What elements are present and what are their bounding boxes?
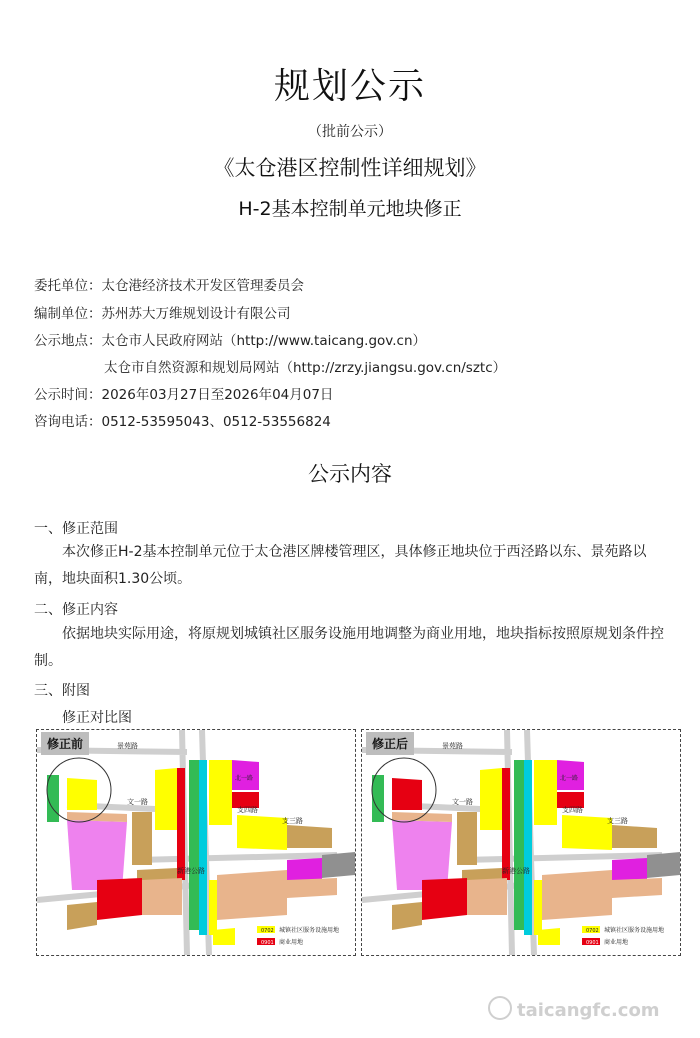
- page-subtitle: （批前公示）: [308, 124, 392, 140]
- content-text: 依据地块实际用途，将原规划城镇社区服务设施用地调整为商业用地，地块指标按照原规划条件控制。: [34, 626, 664, 669]
- road-xingang-before: 新港公路: [177, 867, 205, 875]
- legend-commercial-after: 商业用地: [604, 939, 629, 946]
- legend-code-commercial-after: 0901: [586, 940, 599, 946]
- map-before: [36, 729, 356, 956]
- road-zhisi-before: 支四路: [237, 806, 258, 814]
- client-info: 委托单位：太仓港经济技术开发区管理委员会: [34, 278, 304, 294]
- comparison-label: 修正对比图: [62, 710, 132, 726]
- scope-text: 本次修正H-2基本控制单元位于太仓港区牌楼管理区，具体修正地块位于西泾路以东、景苑路以南，地块面积1.30公顷。: [34, 544, 647, 587]
- map-after: [361, 729, 681, 956]
- road-bei1-before: 北一路: [235, 775, 254, 782]
- road-zhisi-after: 支四路: [562, 806, 583, 814]
- attachment-heading: 三、附图: [34, 683, 90, 699]
- content-subheading: 二、修正内容: [34, 602, 118, 618]
- plan-name: 《太仓港区控制性详细规划》: [213, 156, 487, 180]
- watermark-logo-icon: [488, 996, 512, 1020]
- page-title: 规划公示: [273, 66, 426, 107]
- location-info: 公示地点：太仓市人民政府网站（http://www.taicang.gov.cn）: [34, 333, 427, 349]
- map-after-label: 修正后: [366, 732, 414, 755]
- road-wenyi-before: 文一路: [127, 798, 148, 806]
- map-before-drawing: [37, 730, 355, 955]
- content-heading: 公示内容: [308, 462, 392, 486]
- road-xingang-after: 新港公路: [502, 867, 530, 875]
- target-parcel-before: [67, 778, 97, 810]
- watermark: [488, 996, 660, 1021]
- designer-info: 编制单位：苏州苏大万维规划设计有限公司: [34, 306, 291, 322]
- scope-heading: 一、修正范围: [34, 521, 118, 537]
- location-info-2: 太仓市自然资源和规划局网站（http://zrzy.jiangsu.gov.cn/sztc）: [104, 360, 507, 376]
- road-jingyuan-after: 景苑路: [442, 742, 463, 750]
- period-info: 公示时间：2026年03月27日至2026年04月07日: [34, 387, 334, 403]
- road-bei1-after: 北一路: [560, 775, 579, 782]
- legend-community-before: 城镇社区服务设施用地: [279, 927, 340, 934]
- map-after-drawing: [362, 730, 680, 955]
- map-before-label: 修正前: [41, 732, 89, 755]
- target-parcel-after: [392, 778, 422, 810]
- legend-code-commercial-before: 0901: [261, 940, 274, 946]
- phone-info: 咨询电话：0512-53595043、0512-53556824: [34, 414, 331, 430]
- road-zhisan-before: 支三路: [282, 817, 303, 825]
- road-zhisan-after: 支三路: [607, 817, 628, 825]
- legend-code-community-after: 0702: [586, 928, 599, 934]
- legend-commercial-before: 商业用地: [279, 939, 304, 946]
- legend-code-community-before: 0702: [261, 928, 274, 934]
- road-jingyuan-before: 景苑路: [117, 742, 138, 750]
- legend-community-after: 城镇社区服务设施用地: [604, 927, 665, 934]
- revision-name: H-2基本控制单元地块修正: [238, 198, 462, 220]
- road-wenyi-after: 文一路: [452, 798, 473, 806]
- watermark-text: taicangfc.com: [517, 1000, 660, 1021]
